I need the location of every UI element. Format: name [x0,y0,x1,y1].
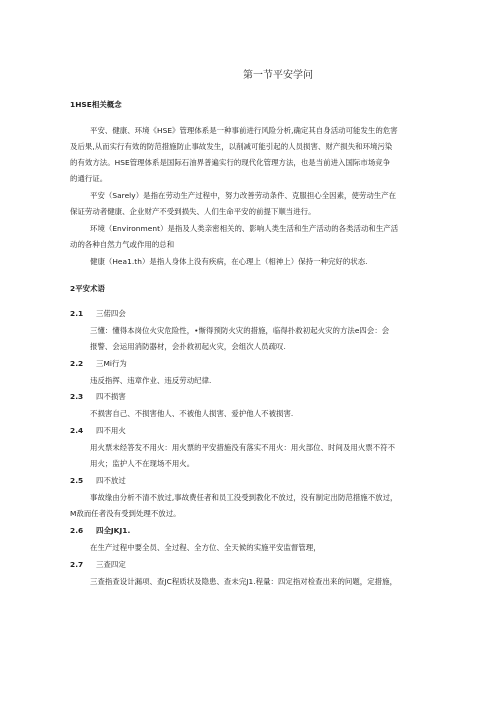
paragraph-line: 的通行证。 [70,174,108,183]
subsection-number: 2.7 [70,560,84,569]
subsection-number: 2.1 [70,309,84,318]
subsection-heading [70,359,127,369]
paragraph-line: 平安、健康、环境《HSE》管理体系是一种事前进行风险分析,确定其自身活动可能发生的危害 [90,126,398,135]
paragraph-line: 动的各种自然力气或作用的总和 [70,240,175,249]
subsection-number: 2.3 [70,392,84,401]
subsection-title: 四不损害 [96,392,126,401]
paragraph-line: 违反指挥、违章作业、违反劳动纪律. [90,376,212,385]
paragraph-line: 用火；监护人不在现场不用火。 [90,459,195,468]
paragraph-line: 报警、会运用消防器材，会扑救初起火灾，会组次人员疏叹. [90,342,286,351]
page-title: 第一节平安学问 [243,70,313,81]
subsection-heading [70,392,126,402]
subsection-heading [70,476,126,486]
paragraph-line: 平安（Sarely）是指在劳动生产过程中，努力改善劳动条件、克服担心全因素，使劳动生产在 [90,191,397,200]
subsection-title: 三偌四会 [96,309,126,318]
section-2-heading: 2平安术语 [70,284,105,293]
subsection-heading [70,526,130,536]
paragraph-line: 事故缘由分析不清不放过,事故费任者和员工没受到教化不放过，没有制定出防范措施不放过， [90,493,398,502]
section-1-heading: 1HSE相关概念 [70,100,122,109]
paragraph-line: 环境（Environment）是指及人类亲密相关的、影响人类生活和生产活动的各类活动和生产活 [90,224,399,233]
paragraph-line: 用火票未经答发不用火：用火票的平安措施没有落实不用火：用火部位、时间及用火票不符不 [90,443,396,452]
subsection-heading [70,309,126,319]
subsection-title: 四不放过 [96,476,126,485]
subsection-title: 四全JKJ1. [96,526,131,535]
paragraph-line: 不损害自己、不损害他人、不被他人损害、爱护他人不被损害. [90,409,294,418]
subsection-number: 2.4 [70,426,84,435]
paragraph-line: 健康（Hea1.th）是指人身体上没有疾病，在心理上（相神上）保持一种完好的状态. [90,257,368,266]
subsection-heading [70,426,126,436]
subsection-number: 2.2 [70,359,84,368]
paragraph-line: 及后果,从而实行有效的防范措施防止事故发生，以削减可能引起的人员损害、财产损失和环境污染 [70,142,393,151]
subsection-number: 2.6 [70,526,84,535]
paragraph-line: 的有效方法。HSE管理体系是国际石油界普遍实行的现代化管理方法，也是当前进入国际市场竞争 [70,158,391,167]
paragraph-line: 在生产过程中要全员、全过程、全方位、全天候的实施平安监督管理， [90,543,321,552]
subsection-number: 2.5 [70,476,84,485]
subsection-heading [70,560,126,570]
paragraph-line: 三查指查设计漏项、查JC程质状及隐患、查未完J1.程量：四定指对检查出来的问题，定措施， [90,577,398,586]
subsection-title: 三查四定 [96,560,126,569]
paragraph-line: M敌而任者没有受到处理不放过。 [70,509,181,518]
subsection-title: 三Mi行为 [96,359,127,368]
paragraph-line: 保证劳动者健康、企业财产不受到损失、人们生命平安的前提下顺当进行。 [70,207,316,216]
subsection-title: 四不用火 [96,426,126,435]
paragraph-line: 三懂：懂得本岗位火灾危险性，•惭得预防火灾的措施，临得扑救初起火灾的方法e四会：会 [90,326,390,335]
